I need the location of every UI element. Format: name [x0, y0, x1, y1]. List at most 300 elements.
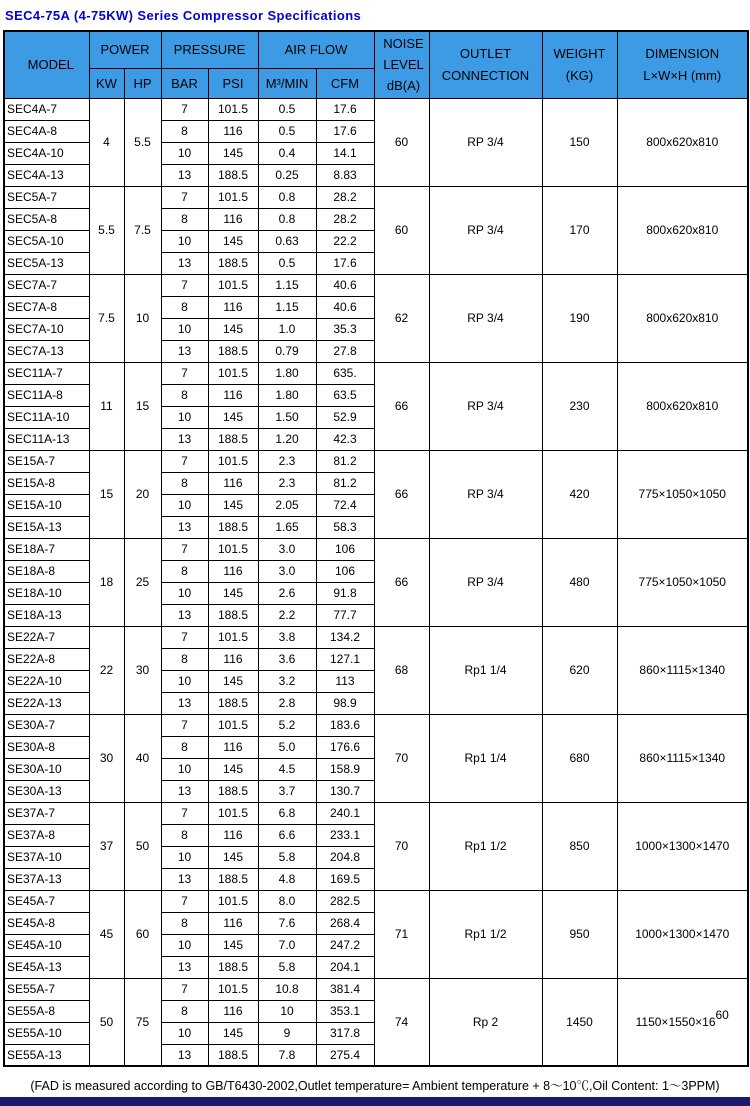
model-cell: SEC7A-7 [4, 274, 89, 296]
psi-cell: 116 [208, 208, 258, 230]
model-cell: SEC5A-10 [4, 230, 89, 252]
model-cell: SE37A-8 [4, 824, 89, 846]
bar-cell: 13 [161, 516, 208, 538]
bar-cell: 13 [161, 692, 208, 714]
header-dimension-line1: DIMENSION [645, 46, 720, 62]
cfm-cell: 91.8 [316, 582, 374, 604]
bar-cell: 13 [161, 1044, 208, 1066]
cfm-cell: 52.9 [316, 406, 374, 428]
psi-cell: 101.5 [208, 274, 258, 296]
psi-cell: 116 [208, 472, 258, 494]
m3min-cell: 3.7 [258, 780, 316, 802]
cfm-cell: 158.9 [316, 758, 374, 780]
psi-cell: 101.5 [208, 538, 258, 560]
m3min-cell: 5.8 [258, 956, 316, 978]
weight-cell: 950 [542, 890, 617, 978]
dimension-cell: 800x620x810 [617, 98, 748, 186]
header-air-flow: AIR FLOW [258, 31, 374, 68]
kw-cell: 4 [89, 98, 124, 186]
cfm-cell: 106 [316, 560, 374, 582]
noise-cell: 68 [374, 626, 429, 714]
cfm-cell: 40.6 [316, 274, 374, 296]
psi-cell: 101.5 [208, 626, 258, 648]
model-cell: SEC11A-7 [4, 362, 89, 384]
weight-cell: 480 [542, 538, 617, 626]
noise-cell: 74 [374, 978, 429, 1066]
hp-cell: 10 [124, 274, 161, 362]
psi-cell: 188.5 [208, 252, 258, 274]
psi-cell: 188.5 [208, 868, 258, 890]
psi-cell: 145 [208, 582, 258, 604]
hp-cell: 60 [124, 890, 161, 978]
m3min-cell: 5.8 [258, 846, 316, 868]
cfm-cell: 17.6 [316, 120, 374, 142]
model-cell: SE55A-8 [4, 1000, 89, 1022]
model-cell: SEC5A-7 [4, 186, 89, 208]
m3min-cell: 0.5 [258, 98, 316, 120]
header-outlet-line2: CONNECTION [441, 67, 530, 83]
bar-cell: 7 [161, 98, 208, 120]
bar-cell: 10 [161, 1022, 208, 1044]
psi-cell: 101.5 [208, 186, 258, 208]
weight-cell: 680 [542, 714, 617, 802]
bar-cell: 10 [161, 846, 208, 868]
bar-cell: 8 [161, 912, 208, 934]
m3min-cell: 6.8 [258, 802, 316, 824]
header-noise-level [374, 31, 429, 98]
cfm-cell: 40.6 [316, 296, 374, 318]
hp-cell: 30 [124, 626, 161, 714]
header-bar: BAR [161, 68, 208, 98]
dimension-cell: 775×1050×1050 [617, 450, 748, 538]
bar-cell: 7 [161, 626, 208, 648]
model-cell: SEC7A-10 [4, 318, 89, 340]
table-row [4, 274, 748, 296]
noise-cell: 71 [374, 890, 429, 978]
m3min-cell: 1.65 [258, 516, 316, 538]
cfm-cell: 77.7 [316, 604, 374, 626]
model-cell: SEC11A-10 [4, 406, 89, 428]
m3min-cell: 1.15 [258, 296, 316, 318]
psi-cell: 116 [208, 912, 258, 934]
cfm-cell: 127.1 [316, 648, 374, 670]
header-psi: PSI [208, 68, 258, 98]
header-kw: KW [89, 68, 124, 98]
bar-cell: 7 [161, 450, 208, 472]
cfm-cell: 72.4 [316, 494, 374, 516]
header-cfm: CFM [316, 68, 374, 98]
bar-cell: 8 [161, 736, 208, 758]
psi-cell: 101.5 [208, 362, 258, 384]
m3min-cell: 3.0 [258, 538, 316, 560]
bar-cell: 8 [161, 208, 208, 230]
m3min-cell: 10.8 [258, 978, 316, 1000]
psi-cell: 145 [208, 846, 258, 868]
model-cell: SE18A-10 [4, 582, 89, 604]
m3min-cell: 2.8 [258, 692, 316, 714]
header-hp: HP [124, 68, 161, 98]
header-weight-line1: WEIGHT [553, 46, 606, 62]
kw-cell: 22 [89, 626, 124, 714]
model-cell: SEC7A-8 [4, 296, 89, 318]
bar-cell: 10 [161, 758, 208, 780]
bar-cell: 13 [161, 340, 208, 362]
m3min-cell: 7.8 [258, 1044, 316, 1066]
cfm-cell: 81.2 [316, 472, 374, 494]
psi-cell: 116 [208, 1000, 258, 1022]
header-noise-line3: dB(A) [386, 78, 421, 94]
m3min-cell: 6.6 [258, 824, 316, 846]
cfm-cell: 22.2 [316, 230, 374, 252]
m3min-cell: 0.4 [258, 142, 316, 164]
table-row [4, 362, 748, 384]
model-cell: SEC5A-13 [4, 252, 89, 274]
model-cell: SE22A-8 [4, 648, 89, 670]
kw-cell: 30 [89, 714, 124, 802]
outlet-cell: Rp 2 [429, 978, 542, 1066]
hp-cell: 75 [124, 978, 161, 1066]
outlet-cell: RP 3/4 [429, 362, 542, 450]
psi-cell: 116 [208, 736, 258, 758]
bar-cell: 8 [161, 648, 208, 670]
model-cell: SE37A-7 [4, 802, 89, 824]
cfm-cell: 381.4 [316, 978, 374, 1000]
model-cell: SE15A-10 [4, 494, 89, 516]
header-power: POWER [89, 31, 161, 68]
bar-cell: 10 [161, 142, 208, 164]
psi-cell: 101.5 [208, 802, 258, 824]
header-pressure: PRESSURE [161, 31, 258, 68]
outlet-cell: Rp1 1/4 [429, 626, 542, 714]
psi-cell: 101.5 [208, 98, 258, 120]
header-outlet-line1: OUTLET [459, 46, 512, 62]
cfm-cell: 183.6 [316, 714, 374, 736]
weight-cell: 230 [542, 362, 617, 450]
cfm-cell: 106 [316, 538, 374, 560]
table-row [4, 450, 748, 472]
model-cell: SEC11A-13 [4, 428, 89, 450]
cfm-cell: 275.4 [316, 1044, 374, 1066]
cfm-cell: 204.8 [316, 846, 374, 868]
m3min-cell: 2.3 [258, 450, 316, 472]
bar-cell: 8 [161, 296, 208, 318]
bar-cell: 8 [161, 120, 208, 142]
dimension-overflow: 60 [715, 1007, 729, 1022]
kw-cell: 15 [89, 450, 124, 538]
hp-cell: 40 [124, 714, 161, 802]
model-cell: SEC4A-10 [4, 142, 89, 164]
outlet-cell: RP 3/4 [429, 274, 542, 362]
kw-cell: 5.5 [89, 186, 124, 274]
footnote: (FAD is measured according to GB/T6430-2002,Outlet temperature= Ambient temperature + 8～10℃,Oil Content: 1～3PPM) [30, 1079, 720, 1093]
model-cell: SE30A-7 [4, 714, 89, 736]
weight-cell: 850 [542, 802, 617, 890]
dimension-cell: 1150×1550×1660 [617, 978, 748, 1066]
dimension-cell: 800x620x810 [617, 274, 748, 362]
m3min-cell: 2.2 [258, 604, 316, 626]
psi-cell: 101.5 [208, 714, 258, 736]
bar-cell: 13 [161, 164, 208, 186]
model-cell: SE45A-7 [4, 890, 89, 912]
m3min-cell: 0.63 [258, 230, 316, 252]
cfm-cell: 240.1 [316, 802, 374, 824]
bottom-bar [0, 1097, 750, 1106]
cfm-cell: 17.6 [316, 252, 374, 274]
model-cell: SE55A-10 [4, 1022, 89, 1044]
hp-cell: 25 [124, 538, 161, 626]
cfm-cell: 130.7 [316, 780, 374, 802]
noise-cell: 70 [374, 802, 429, 890]
outlet-cell: RP 3/4 [429, 450, 542, 538]
bar-cell: 10 [161, 934, 208, 956]
bar-cell: 7 [161, 538, 208, 560]
bar-cell: 7 [161, 274, 208, 296]
hp-cell: 15 [124, 362, 161, 450]
cfm-cell: 28.2 [316, 186, 374, 208]
noise-cell: 62 [374, 274, 429, 362]
outlet-cell: RP 3/4 [429, 98, 542, 186]
bar-cell: 7 [161, 186, 208, 208]
m3min-cell: 0.79 [258, 340, 316, 362]
m3min-cell: 10 [258, 1000, 316, 1022]
model-cell: SEC5A-8 [4, 208, 89, 230]
m3min-cell: 3.6 [258, 648, 316, 670]
bar-cell: 13 [161, 780, 208, 802]
table-row [4, 714, 748, 736]
bar-cell: 10 [161, 494, 208, 516]
cfm-cell: 58.3 [316, 516, 374, 538]
model-cell: SE30A-13 [4, 780, 89, 802]
bar-cell: 13 [161, 868, 208, 890]
model-cell: SE18A-7 [4, 538, 89, 560]
psi-cell: 188.5 [208, 516, 258, 538]
model-cell: SE22A-10 [4, 670, 89, 692]
header-weight-line2: (KG) [565, 67, 594, 83]
cfm-cell: 42.3 [316, 428, 374, 450]
bar-cell: 7 [161, 978, 208, 1000]
table-row [4, 890, 748, 912]
model-cell: SE45A-10 [4, 934, 89, 956]
psi-cell: 101.5 [208, 450, 258, 472]
cfm-cell: 204.1 [316, 956, 374, 978]
psi-cell: 116 [208, 648, 258, 670]
spec-table-body [4, 98, 748, 1066]
bar-cell: 10 [161, 230, 208, 252]
kw-cell: 45 [89, 890, 124, 978]
psi-cell: 116 [208, 824, 258, 846]
m3min-cell: 3.0 [258, 560, 316, 582]
bar-cell: 8 [161, 824, 208, 846]
hp-cell: 50 [124, 802, 161, 890]
model-cell: SE18A-8 [4, 560, 89, 582]
dimension-cell: 800x620x810 [617, 362, 748, 450]
bar-cell: 13 [161, 428, 208, 450]
psi-cell: 145 [208, 1022, 258, 1044]
kw-cell: 50 [89, 978, 124, 1066]
model-cell: SEC4A-13 [4, 164, 89, 186]
hp-cell: 5.5 [124, 98, 161, 186]
dimension-cell: 860×1115×1340 [617, 626, 748, 714]
model-cell: SE45A-8 [4, 912, 89, 934]
cfm-cell: 635. [316, 362, 374, 384]
weight-cell: 420 [542, 450, 617, 538]
cfm-cell: 247.2 [316, 934, 374, 956]
cfm-cell: 8.83 [316, 164, 374, 186]
psi-cell: 145 [208, 758, 258, 780]
model-cell: SE45A-13 [4, 956, 89, 978]
m3min-cell: 1.50 [258, 406, 316, 428]
header-dimension-line2: L×W×H (mm) [643, 67, 722, 83]
cfm-cell: 169.5 [316, 868, 374, 890]
model-cell: SE37A-10 [4, 846, 89, 868]
psi-cell: 116 [208, 384, 258, 406]
cfm-cell: 134.2 [316, 626, 374, 648]
cfm-cell: 98.9 [316, 692, 374, 714]
outlet-cell: RP 3/4 [429, 538, 542, 626]
hp-cell: 7.5 [124, 186, 161, 274]
model-cell: SE30A-8 [4, 736, 89, 758]
m3min-cell: 0.5 [258, 120, 316, 142]
m3min-cell: 2.6 [258, 582, 316, 604]
table-row [4, 538, 748, 560]
m3min-cell: 3.2 [258, 670, 316, 692]
cfm-cell: 17.6 [316, 98, 374, 120]
cfm-cell: 27.8 [316, 340, 374, 362]
psi-cell: 188.5 [208, 164, 258, 186]
noise-cell: 66 [374, 362, 429, 450]
bar-cell: 10 [161, 670, 208, 692]
m3min-cell: 1.80 [258, 384, 316, 406]
m3min-cell: 8.0 [258, 890, 316, 912]
bar-cell: 8 [161, 384, 208, 406]
model-cell: SEC4A-8 [4, 120, 89, 142]
weight-cell: 190 [542, 274, 617, 362]
m3min-cell: 1.0 [258, 318, 316, 340]
bar-cell: 8 [161, 560, 208, 582]
model-cell: SE30A-10 [4, 758, 89, 780]
cfm-cell: 353.1 [316, 1000, 374, 1022]
outlet-cell: Rp1 1/4 [429, 714, 542, 802]
m3min-cell: 5.2 [258, 714, 316, 736]
psi-cell: 145 [208, 934, 258, 956]
noise-cell: 60 [374, 98, 429, 186]
model-cell: SE55A-13 [4, 1044, 89, 1066]
m3min-cell: 9 [258, 1022, 316, 1044]
cfm-cell: 113 [316, 670, 374, 692]
m3min-cell: 7.6 [258, 912, 316, 934]
bar-cell: 8 [161, 1000, 208, 1022]
table-row [4, 98, 748, 120]
model-cell: SE22A-13 [4, 692, 89, 714]
m3min-cell: 0.5 [258, 252, 316, 274]
kw-cell: 11 [89, 362, 124, 450]
model-cell: SEC7A-13 [4, 340, 89, 362]
m3min-cell: 0.25 [258, 164, 316, 186]
cfm-cell: 317.8 [316, 1022, 374, 1044]
bar-cell: 13 [161, 956, 208, 978]
model-cell: SE37A-13 [4, 868, 89, 890]
model-cell: SE15A-13 [4, 516, 89, 538]
header-m3min: M³/MIN [258, 68, 316, 98]
weight-cell: 620 [542, 626, 617, 714]
outlet-cell: Rp1 1/2 [429, 890, 542, 978]
spec-table [3, 30, 749, 1067]
weight-cell: 170 [542, 186, 617, 274]
m3min-cell: 1.15 [258, 274, 316, 296]
m3min-cell: 4.8 [258, 868, 316, 890]
header-outlet-connection [429, 31, 542, 98]
m3min-cell: 1.20 [258, 428, 316, 450]
psi-cell: 101.5 [208, 890, 258, 912]
model-cell: SEC4A-7 [4, 98, 89, 120]
bar-cell: 13 [161, 252, 208, 274]
bar-cell: 10 [161, 406, 208, 428]
model-cell: SE22A-7 [4, 626, 89, 648]
psi-cell: 188.5 [208, 428, 258, 450]
dimension-cell: 800x620x810 [617, 186, 748, 274]
psi-cell: 116 [208, 296, 258, 318]
noise-cell: 70 [374, 714, 429, 802]
psi-cell: 101.5 [208, 978, 258, 1000]
kw-cell: 18 [89, 538, 124, 626]
psi-cell: 188.5 [208, 692, 258, 714]
dimension-cell: 860×1115×1340 [617, 714, 748, 802]
header-model: MODEL [4, 31, 89, 98]
bar-cell: 7 [161, 714, 208, 736]
noise-cell: 66 [374, 538, 429, 626]
page-title: SEC4-75A (4-75KW) Series Compressor Specifications [5, 8, 362, 23]
bar-cell: 13 [161, 604, 208, 626]
header-noise-line2: LEVEL [383, 57, 424, 73]
table-row [4, 978, 748, 1000]
cfm-cell: 81.2 [316, 450, 374, 472]
cfm-cell: 35.3 [316, 318, 374, 340]
header-noise-line1: NOISE [383, 35, 424, 51]
bar-cell: 10 [161, 582, 208, 604]
hp-cell: 20 [124, 450, 161, 538]
bar-cell: 7 [161, 890, 208, 912]
psi-cell: 145 [208, 142, 258, 164]
table-row [4, 186, 748, 208]
psi-cell: 116 [208, 560, 258, 582]
cfm-cell: 63.5 [316, 384, 374, 406]
outlet-cell: RP 3/4 [429, 186, 542, 274]
model-cell: SE55A-7 [4, 978, 89, 1000]
m3min-cell: 0.8 [258, 208, 316, 230]
cfm-cell: 268.4 [316, 912, 374, 934]
model-cell: SE18A-13 [4, 604, 89, 626]
table-row [4, 802, 748, 824]
psi-cell: 188.5 [208, 956, 258, 978]
weight-cell: 1450 [542, 978, 617, 1066]
psi-cell: 145 [208, 494, 258, 516]
dimension-cell: 1000×1300×1470 [617, 890, 748, 978]
m3min-cell: 4.5 [258, 758, 316, 780]
cfm-cell: 14.1 [316, 142, 374, 164]
psi-cell: 116 [208, 120, 258, 142]
spec-table-header [4, 31, 748, 98]
cfm-cell: 176.6 [316, 736, 374, 758]
cfm-cell: 233.1 [316, 824, 374, 846]
psi-cell: 188.5 [208, 780, 258, 802]
cfm-cell: 28.2 [316, 208, 374, 230]
psi-cell: 145 [208, 670, 258, 692]
kw-cell: 7.5 [89, 274, 124, 362]
bar-cell: 7 [161, 802, 208, 824]
dimension-cell: 775×1050×1050 [617, 538, 748, 626]
outlet-cell: Rp1 1/2 [429, 802, 542, 890]
model-cell: SE15A-7 [4, 450, 89, 472]
